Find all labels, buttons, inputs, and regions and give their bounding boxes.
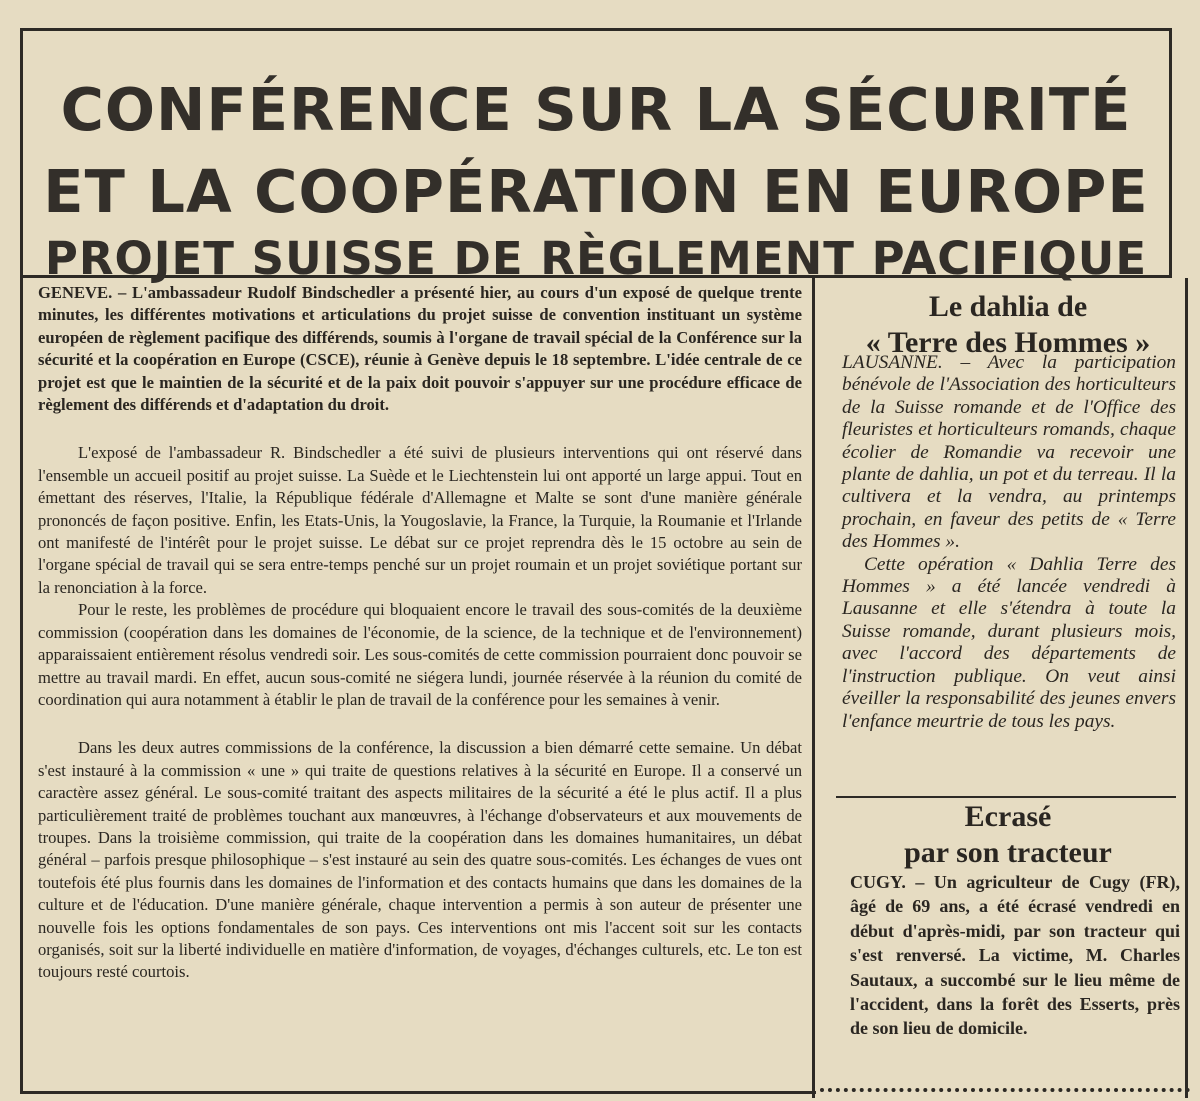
dotted-rule — [820, 1088, 1190, 1092]
main-article — [38, 282, 802, 984]
tractor-title-line-2: par son tracteur — [904, 836, 1112, 869]
dahlia-paragraph: Cette opération « Dahlia Terre des Hommes » a été lancée vendredi à Lausanne et elle s'étendra à toute la Suisse romande, durant plusieurs mois, avec l'accord des départements de l'instruction publique. On veut ainsi éveiller la responsabilité des jeunes envers l'enfance meurtrie de tous les pays. — [842, 553, 1176, 732]
headline-subtitle: PROJET SUISSE DE RÈGLEMENT PACIFIQUE — [44, 232, 1148, 285]
main-article-lead: GENEVE. – L'ambassadeur Rudolf Bindschedler a présenté hier, au cours d'un exposé de quelque trente minutes, les différentes motivations et articulations du projet suisse de convention instituant un système européen de règlement pacifique des différends, soumis à l'organe de travail spécial de la Conférence sur la sécurité et la coopération en Europe (CSCE), réunie à Genève depuis le 18 septembre. L'idée centrale de ce projet est que le maintien de la sécurité et de la paix doit pouvoir s'appuyer sur une procédure efficace de règlement des différends et d'adaptation du droit. — [38, 283, 802, 415]
headline-line-1: CONFÉRENCE SUR LA SÉCURITÉ — [60, 75, 1132, 144]
dahlia-title-line-1: Le dahlia de — [928, 290, 1088, 323]
main-article-paragraph: L'exposé de l'ambassadeur R. Bindschedler a été suivi de plusieurs interventions qui ont réservé dans l'ensemble un accueil positif au projet suisse. La Suède et le Liechtenstein lui ont apporté un large appui. Tout en émettant des réserves, l'Italie, la République fédérale d'Allemagne et Malte se sont d'une manière générale prononcés de façon positive. Enfin, les Etats-Unis, la Yougoslavie, la France, la Turquie, la Roumanie et l'Irlande ont manifesté de l'intérêt pour le projet suisse. Le débat sur ce projet reprendra dès le 15 octobre au sein de l'organe spécial de travail qui se sera entre-temps penché sur un projet roumain et un projet soviétique portant sur la renonciation à la force. — [38, 443, 802, 597]
sidebar-divider — [836, 796, 1176, 798]
dahlia-paragraph: LAUSANNE. – Avec la participation bénévole de l'Association des horticulteurs de la Suisse romande et de l'Office des fleuristes et horticulteurs romands, chaque écolier de Romandie va recevoir une plante de dahlia, un pot et du terreau. Il la cultivera et la vendra, au printemps prochain, en faveur des petits de « Terre des Hommes ». — [842, 352, 1176, 553]
headline-box — [20, 28, 1172, 285]
main-article-paragraph: Dans les deux autres commissions de la conférence, la discussion a bien démarré cette semaine. Un débat s'est instauré à la commission « une » qui traite de questions relatives à la sécurité en Europe. Il a conservé un caractère assez général. Le sous-comité traitant des aspects militaires de la sécurité a été le plus actif. Il a plus particulièrement traité de problèmes touchant aux manœuvres, à l'échange d'observateurs et aux mouvements de troupes. Dans la troisième commission, qui traite de la coopération dans les domaines humanitaires, un débat général – parfois presque philosophique – s'est instauré au sein des quatre sous-comités. Les échanges de vues ont toutefois été plus fournis dans les domaines de l'information et des contacts humains que dans les domaines de la culture et de l'éducation. D'une manière générale, chaque intervention a permis à son auteur de présenter une nouvelle fois les options fondamentales de son pays. Ces interventions ont mis l'accent soit sur les contacts organisés, soit sur la liberté individuelle en matière d'information, de voyages, d'échanges culturels, etc. Le ton est toujours resté courtois. — [38, 738, 802, 982]
main-article-paragraph: Pour le reste, les problèmes de procédure qui bloquaient encore le travail des sous-comités de la deuxième commission (coopération dans les domaines de l'économie, de la science, de la technique et de l'environnement) apparaissaient entièrement résolus vendredi soir. Les sous-comités de cette commission pourraient donc pouvoir se mettre au travail mardi. En effet, aucun sous-comité ne siégera lundi, journée réservée à la réunion du comité de coordination qui aura notamment à établir le plan de travail de la conférence pour les semaines à venir. — [38, 600, 802, 709]
headline-line-2: ET LA COOPÉRATION EN EUROPE — [43, 157, 1149, 226]
dahlia-article — [842, 352, 1176, 733]
dahlia-title-line-2: « Terre des Hommes » — [865, 326, 1151, 359]
tractor-article — [850, 870, 1180, 1041]
tractor-title-line-1: Ecrasé — [964, 800, 1052, 833]
tractor-paragraph: CUGY. – Un agriculteur de Cugy (FR), âgé de 69 ans, a été écrasé vendredi en début d'après-midi, par son tracteur qui s'est renversé. La victime, M. Charles Sautaux, a succombé sur le lieu même de l'accident, dans la forêt des Esserts, près de son lieu de domicile. — [850, 872, 1180, 1039]
